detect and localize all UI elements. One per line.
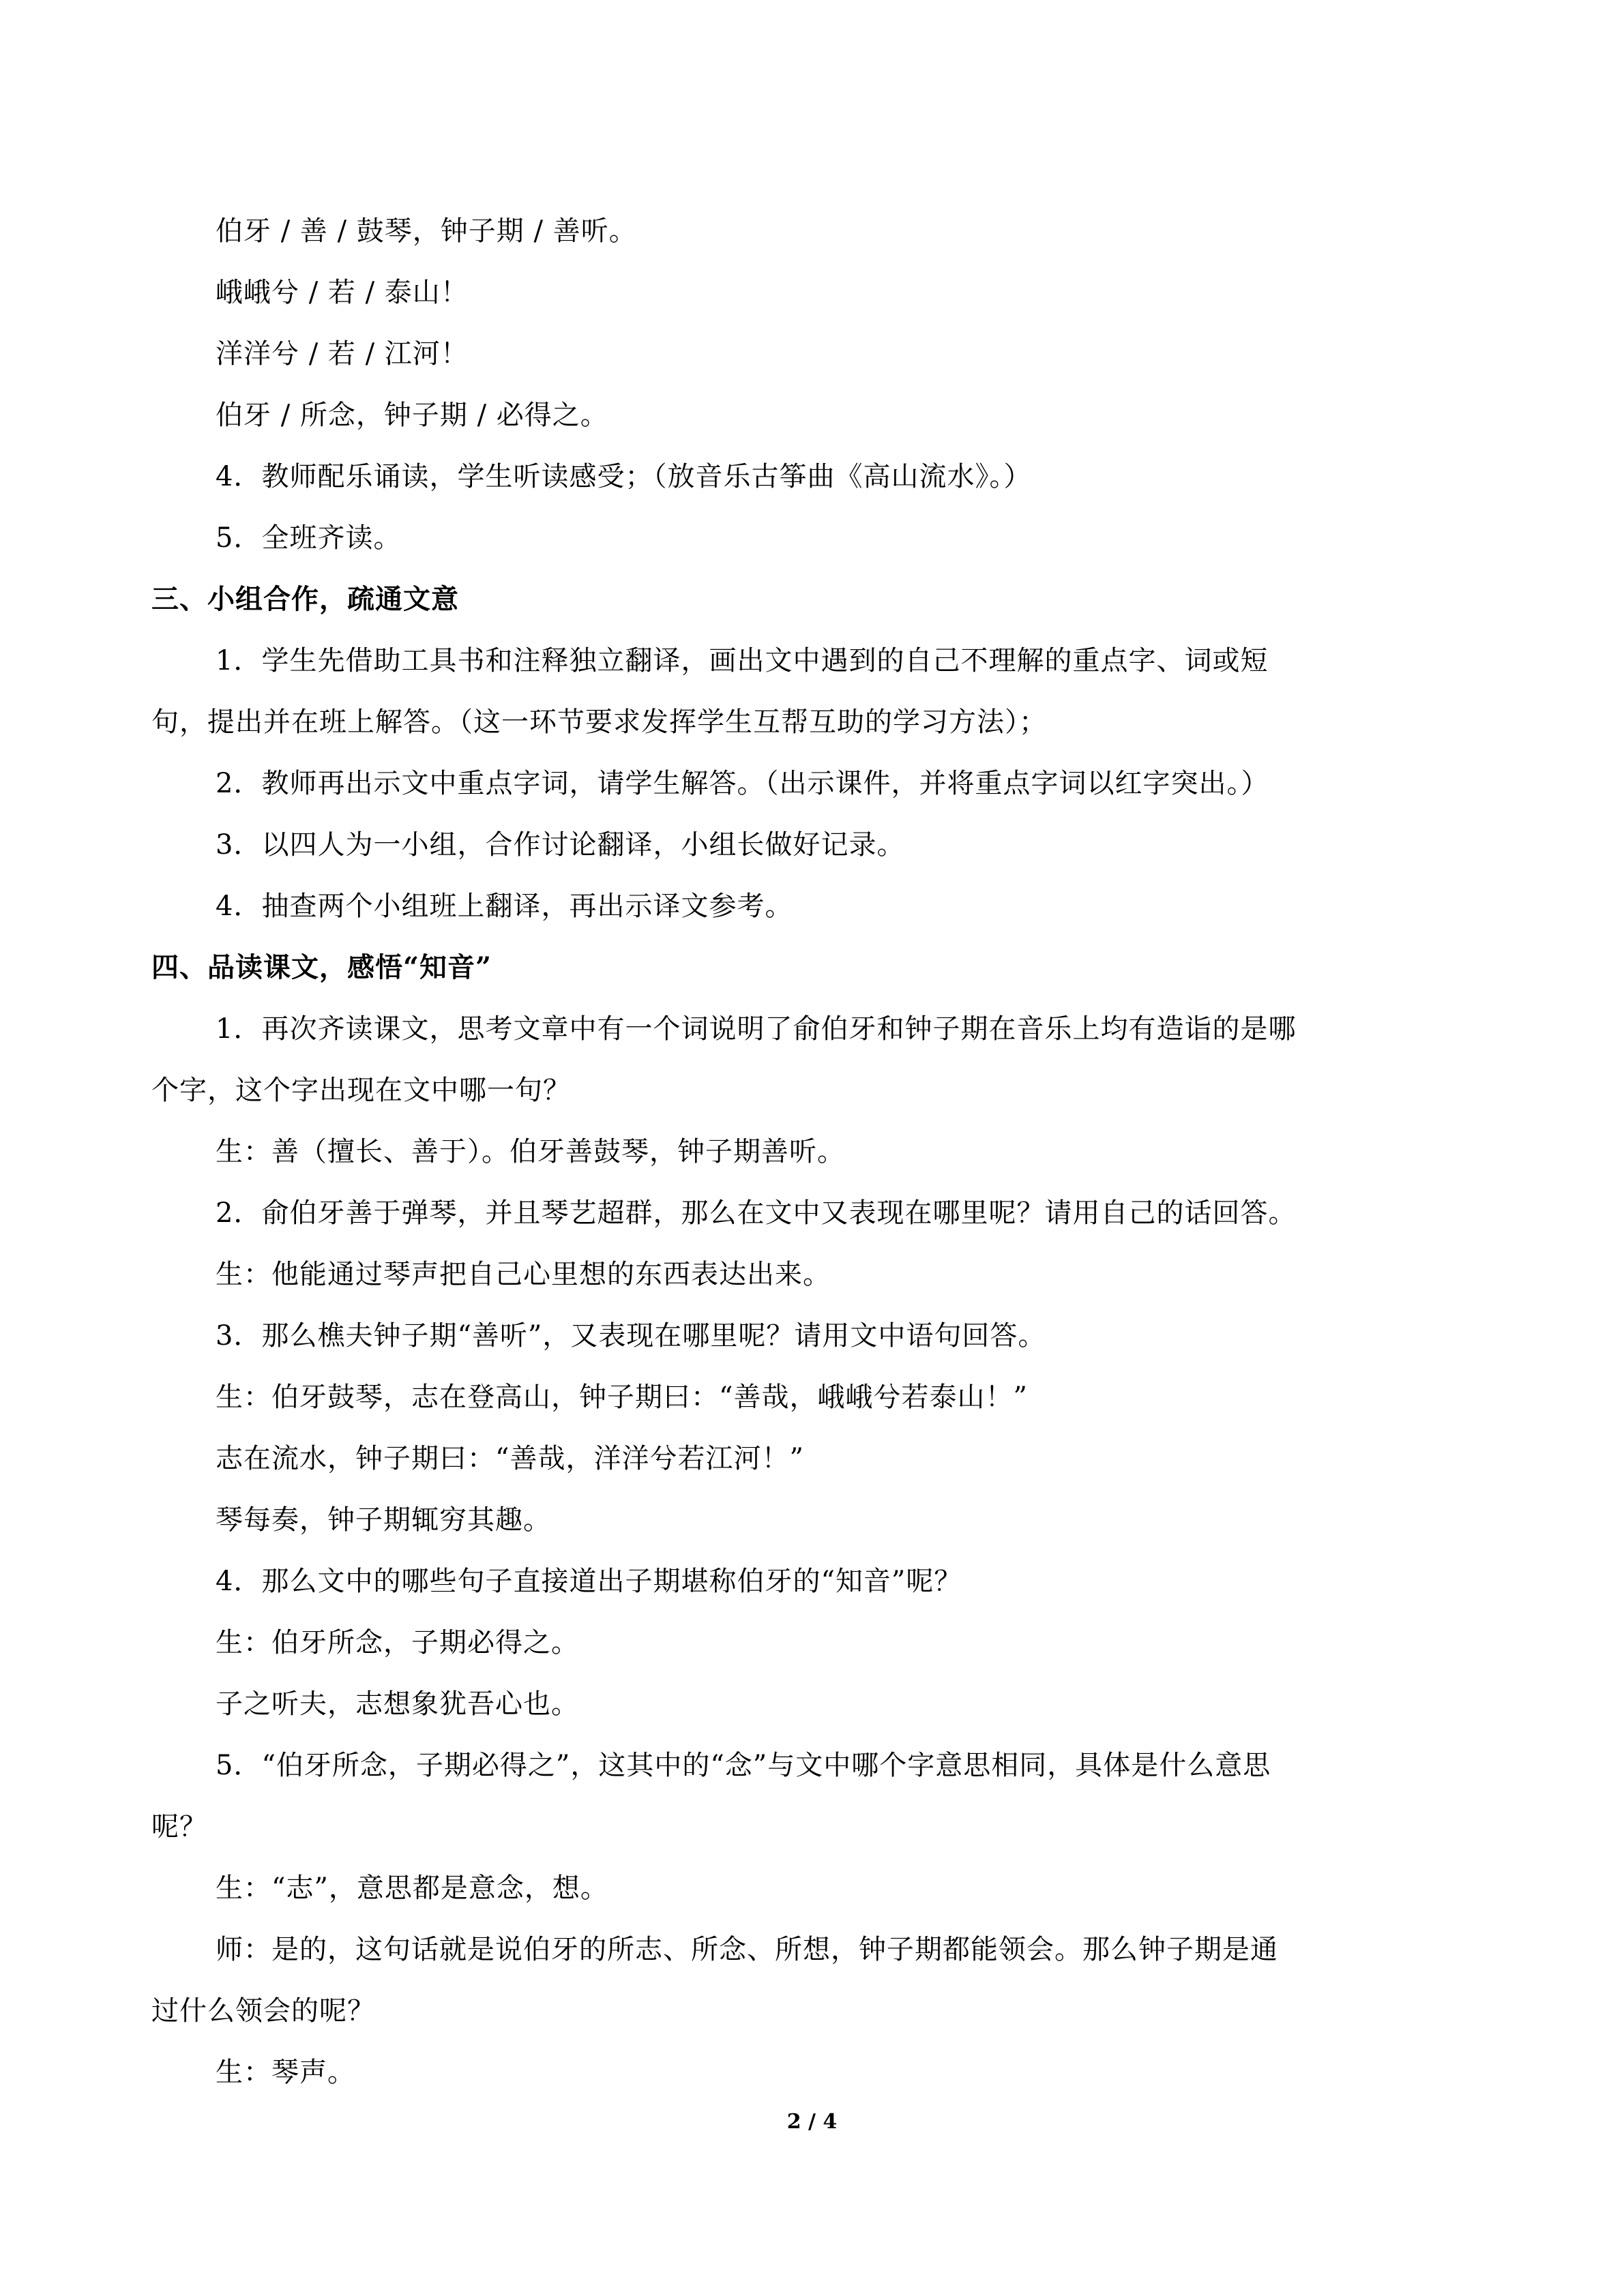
text-line: 琴每奏，钟子期辄穷其趣。 — [216, 1504, 551, 1536]
text-line: 生：他能通过琴声把自己心里想的东西表达出来。 — [216, 1259, 831, 1290]
text-line: 师：是的，这句话就是说伯牙的所志、所念、所想，钟子期都能领会。那么钟子期是通 — [216, 1934, 1278, 1965]
text-line: 4．那么文中的哪些句子直接道出子期堪称伯牙的“知音”呢？ — [216, 1566, 962, 1597]
text-line: 1．再次齐读课文，思考文章中有一个词说明了俞伯牙和钟子期在音乐上均有造诣的是哪 — [216, 1013, 1297, 1045]
text-line: 1．学生先借助工具书和注释独立翻译，画出文中遇到的自己不理解的重点字、词或短 — [216, 645, 1269, 676]
page-number: 2 / 4 — [786, 2110, 838, 2134]
text-line: 2．教师再出示文中重点字词，请学生解答。（出示课件，并将重点字词以红字突出。） — [216, 768, 1269, 799]
text-line: 4．教师配乐诵读，学生听读感受；（放音乐古筝曲《高山流水》。） — [216, 461, 1032, 492]
text-line: 个字，这个字出现在文中哪一句？ — [151, 1075, 571, 1106]
text-line: 生：伯牙鼓琴，志在登高山，钟子期曰：“善哉，峨峨兮若泰山！” — [216, 1382, 1028, 1413]
text-line: 生：琴声。 — [216, 2057, 355, 2088]
text-line: 志在流水，钟子期曰：“善哉，洋洋兮若江河！” — [216, 1443, 804, 1474]
text-line: 子之听夫，志想象犹吾心也。 — [216, 1688, 579, 1720]
text-line: 生：伯牙所念，子期必得之。 — [216, 1627, 579, 1658]
text-line: 2．俞伯牙善于弹琴，并且琴艺超群，那么在文中又表现在哪里呢？请用自己的话回答。 — [216, 1197, 1297, 1229]
text-line: 4．抽查两个小组班上翻译，再出示译文参考。 — [216, 891, 793, 922]
text-line: 呢？ — [151, 1811, 207, 1843]
text-line: 洋洋兮 / 若 / 江河！ — [216, 338, 469, 370]
text-line: 3．以四人为一小组，合作讨论翻译，小组长做好记录。 — [216, 829, 905, 861]
text-line: 过什么领会的呢？ — [151, 1995, 375, 2027]
section-heading: 三、小组合作，疏通文意 — [151, 583, 459, 615]
text-line: 生：“志”，意思都是意念，想。 — [216, 1873, 608, 1904]
text-line: 伯牙 / 善 / 鼓琴，钟子期 / 善听。 — [216, 215, 637, 247]
text-line: 生：善（擅长、善于）。伯牙善鼓琴，钟子期善听。 — [216, 1136, 845, 1167]
text-line: 5．“伯牙所念，子期必得之”，这其中的“念”与文中哪个字意思相同，具体是什么意思 — [216, 1750, 1271, 1781]
text-line: 峨峨兮 / 若 / 泰山！ — [216, 277, 469, 308]
section-heading: 四、品读课文，感悟“知音” — [151, 951, 492, 983]
text-line: 3．那么樵夫钟子期“善听”，又表现在哪里呢？请用文中语句回答。 — [216, 1320, 1046, 1352]
text-line: 句，提出并在班上解答。（这一环节要求发挥学生互帮互助的学习方法）； — [151, 706, 1047, 738]
text-line: 伯牙 / 所念，钟子期 / 必得之。 — [216, 400, 608, 431]
text-line: 5．全班齐读。 — [216, 522, 402, 554]
